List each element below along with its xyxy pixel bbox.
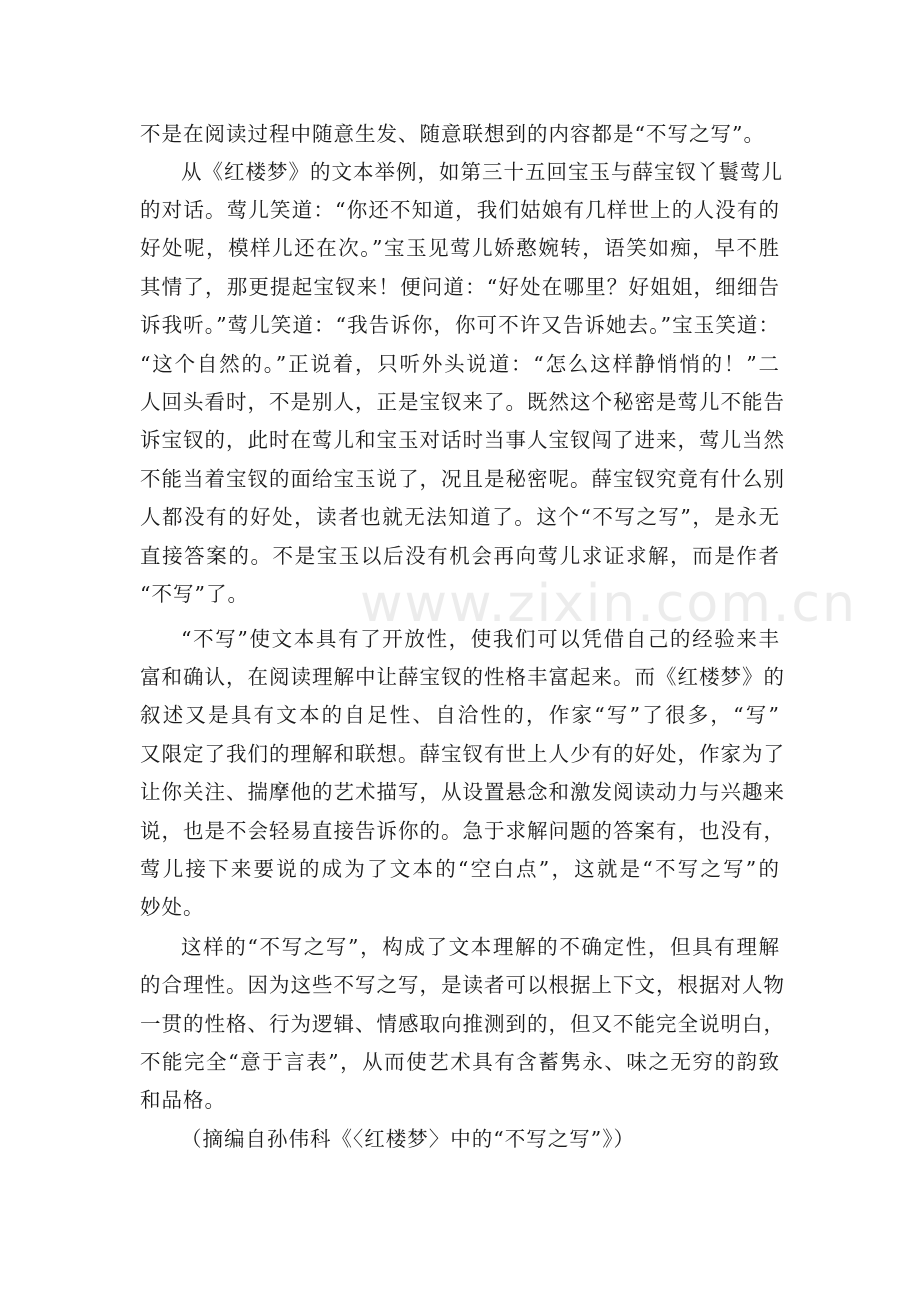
text-line: 说，也是不会轻易直接告诉你的。急于求解问题的答案有，也没有， [140,819,785,843]
text-line: 又限定了我们的理解和联想。薛宝钗有世上人少有的好处，作家为了 [140,742,785,766]
text-line: 其情了，那更提起宝钗来！便问道：“好处在哪里？好姐姐，细细告 [140,275,780,299]
text-line: 莺儿接下来要说的成为了文本的“空白点”，这就是“不写之写”的 [140,857,780,881]
paragraph-first-line: “不写”使文本具有了开放性，使我们可以凭借自己的经验来丰 [181,627,780,651]
text-line: 一贯的性格、行为逻辑、情感取向推测到的，但又不能完全说明白， [140,1012,785,1036]
text-line: 好处呢，模样儿还在次。”宝玉见莺儿娇憨婉转，语笑如痴，早不胜 [140,236,780,260]
text-line: 直接答案的。不是宝玉以后没有机会再向莺儿求证求解，而是作者 [140,544,780,568]
watermark: www.zixin.com.cn [360,574,857,634]
source-citation: （摘编自孙伟科《〈红楼梦〉中的“不写之写”》） [181,1127,635,1151]
text-line: 叙述又是具有文本的自足性、自洽性的，作家“写”了很多，“写” [140,703,780,727]
text-line: 人回头看时，不是别人，正是宝钗来了。既然这个秘密是莺儿不能告 [140,390,785,414]
text-line: 让你关注、揣摩他的艺术描写，从设置悬念和激发阅读动力与兴趣来 [140,780,785,804]
text-line: 妙处。 [140,895,205,919]
text-line: 诉宝钗的，此时在莺儿和宝玉对话时当事人宝钗闯了进来，莺儿当然 [140,428,785,452]
text-line: 的合理性。因为这些不写之写，是读者可以根据上下文，根据对人物 [140,973,785,997]
text-line: 富和确认，在阅读理解中让薛宝钗的性格丰富起来。而《红楼梦》的 [140,665,785,689]
text-line: 的对话。莺儿笑道：“你还不知道，我们姑娘有几样世上的人没有的 [140,198,780,222]
text-line: 不能当着宝钗的面给宝玉说了，况且是秘密呢。薛宝钗究竟有什么别 [140,467,785,491]
text-line: 诉我听。”莺儿笑道：“我告诉你，你可不许又告诉她去。”宝玉笑道： [140,313,780,337]
text-line: 不能完全“意于言表”，从而使艺术具有含蓄隽永、味之无穷的韵致 [140,1050,780,1074]
text-line: “这个自然的。”正说着，只听外头说道：“怎么这样静悄悄的！”二 [140,352,780,376]
paragraph-first-line: 这样的“不写之写”，构成了文本理解的不确定性，但具有理解 [181,935,780,959]
text-line: 人都没有的好处，读者也就无法知道了。这个“不写之写”，是永无 [140,505,780,529]
text-line: 和品格。 [140,1088,226,1112]
text-line: “不写”了。 [140,582,249,606]
paragraph-first-line: 从《红楼梦》的文本举例，如第三十五回宝玉与薛宝钗丫鬟莺儿 [181,160,783,184]
text-line: 不是在阅读过程中随意生发、随意联想到的内容都是“不写之写”。 [140,122,765,146]
